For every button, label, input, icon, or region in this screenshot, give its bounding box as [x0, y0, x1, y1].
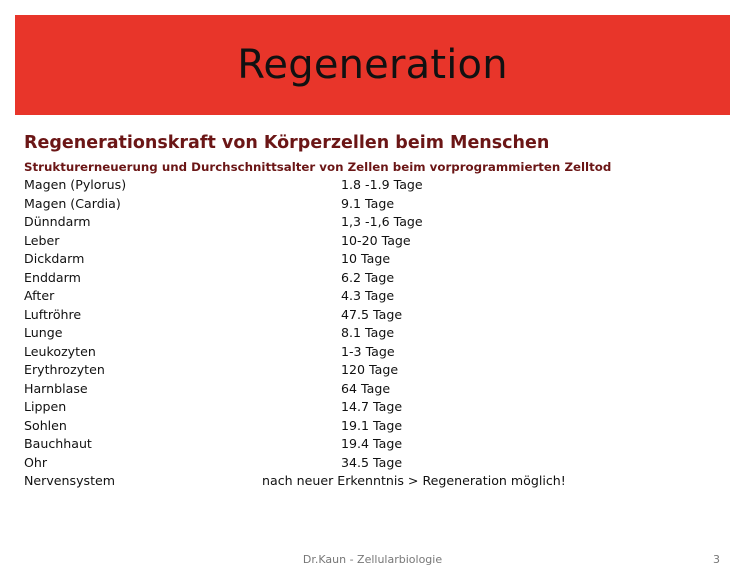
organ-label: Lunge — [24, 325, 63, 340]
organ-label: Lippen — [24, 399, 67, 414]
page-number: 3 — [713, 553, 720, 566]
list-item — [24, 324, 724, 343]
regeneration-value: nach neuer Erkenntnis > Regeneration möglich! — [262, 473, 566, 488]
organ-label: Harnblase — [24, 380, 88, 396]
list-item — [24, 287, 724, 306]
regeneration-value: 10-20 Tage — [341, 232, 411, 248]
regeneration-value: 120 Tage — [341, 362, 399, 377]
regeneration-value: 10 Tage — [341, 251, 391, 266]
list-item — [24, 306, 724, 325]
regeneration-value: 9.1 Tage — [341, 195, 395, 211]
organ-label: Enddarm — [24, 269, 81, 285]
slide-title: Regeneration — [237, 42, 508, 88]
regeneration-value: 8.1 Tage — [341, 325, 395, 340]
organ-label: Sohlen — [24, 417, 67, 433]
slide-heading: Regenerationskraft von Körperzellen beim Menschen — [24, 133, 550, 153]
list-item — [24, 250, 724, 269]
regeneration-value: 47.5 Tage — [341, 306, 403, 322]
organ-label: Ohr — [24, 454, 48, 470]
organ-label: Erythrozyten — [24, 362, 105, 377]
organ-label: Dünndarm — [24, 214, 91, 229]
organ-label: Leukozyten — [24, 343, 96, 359]
regeneration-value: 14.7 Tage — [341, 399, 403, 414]
organ-label: Nervensystem — [24, 473, 116, 488]
list-item — [24, 454, 724, 473]
list-item — [24, 269, 724, 288]
organ-label: Leber — [24, 232, 60, 248]
regeneration-value: 1-3 Tage — [341, 343, 395, 359]
organ-label: Magen (Pylorus) — [24, 177, 127, 192]
organ-label: Bauchhaut — [24, 436, 92, 451]
list-item — [24, 343, 724, 362]
list-item — [24, 361, 724, 380]
list-item — [24, 435, 724, 454]
regeneration-value: 4.3 Tage — [341, 288, 395, 303]
regeneration-value: 1.8 -1.9 Tage — [341, 177, 423, 192]
regeneration-value: 64 Tage — [341, 380, 391, 396]
list-item — [24, 380, 724, 399]
organ-label: Luftröhre — [24, 306, 82, 322]
list-item — [24, 232, 724, 251]
regeneration-value: 6.2 Tage — [341, 269, 395, 285]
list-item — [24, 398, 724, 417]
organ-label: After — [24, 288, 55, 303]
list-item — [24, 213, 724, 232]
slide-subheading: Strukturerneuerung und Durchschnittsalter von Zellen beim vorprogrammierten Zelltod — [24, 160, 612, 174]
regeneration-list — [24, 176, 724, 491]
title-band — [15, 15, 730, 115]
regeneration-value: 19.4 Tage — [341, 436, 403, 451]
list-item — [24, 195, 724, 214]
regeneration-value: 1,3 -1,6 Tage — [341, 214, 423, 229]
organ-label: Magen (Cardia) — [24, 195, 121, 211]
list-item — [24, 176, 724, 195]
regeneration-value: 34.5 Tage — [341, 454, 403, 470]
slide-footer: Dr.Kaun - Zellularbiologie — [302, 553, 443, 566]
regeneration-value: 19.1 Tage — [341, 417, 403, 433]
organ-label: Dickdarm — [24, 251, 85, 266]
list-item — [24, 417, 724, 436]
list-item — [24, 472, 724, 491]
